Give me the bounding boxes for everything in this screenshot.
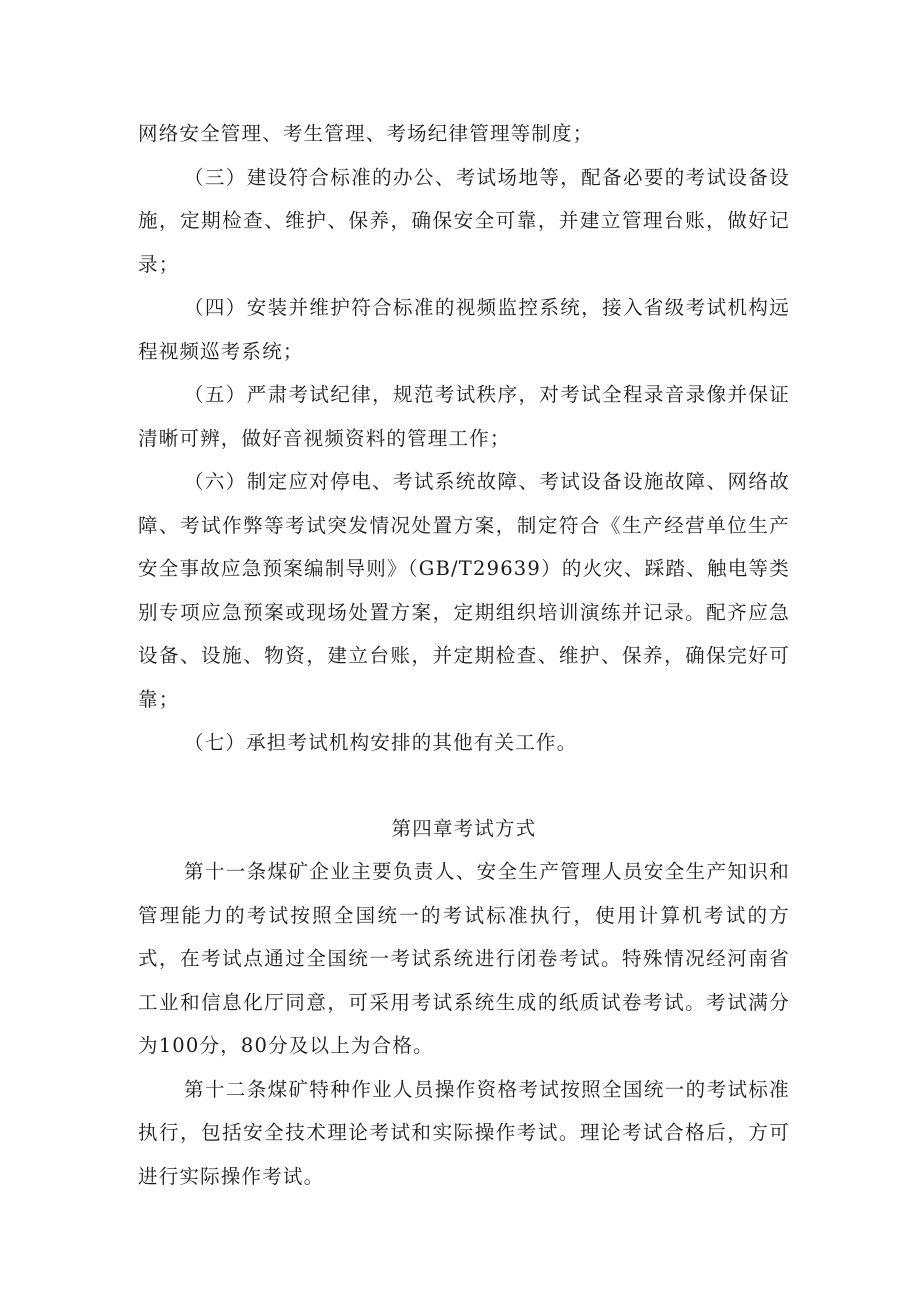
chapter-heading: 第四章考试方式 bbox=[391, 816, 537, 840]
paragraph-article-12: 第十二条煤矿特种作业人员操作资格考试按照全国统一的考试标准执行，包括安全技术理论考试和实际操作考试。理论考试合格后，方可进行实际操作考试。 bbox=[138, 1077, 790, 1188]
paragraph-item-5: （五）严肃考试纪律，规范考试秩序，对考试全程录音录像并保证清晰可辨，做好音视频资料的管理工作； bbox=[138, 383, 790, 450]
document-body bbox=[138, 112, 790, 1198]
paragraph-item-7: （七）承担考试机构安排的其他有关工作。 bbox=[184, 731, 578, 754]
paragraph-item-3: （三）建设符合标准的办公、考试场地等，配备必要的考试设备设施，定期检查、维护、保养，确保安全可靠，并建立管理台账，做好记录； bbox=[138, 165, 790, 276]
paragraph-item-4: （四）安装并维护符合标准的视频监控系统，接入省级考试机构远程视频巡考系统； bbox=[138, 296, 790, 363]
paragraph-item-6: （六）制定应对停电、考试系统故障、考试设备设施故障、网络故障、考试作弊等考试突发情况处置方案，制定符合《生产经营单位生产安全事故应急预案编制导则》（GB/T29639）的火灾、踩踏、触电等类别专项应急预案或现场处置方案，定期组织培训演练并记录。配齐应急设备、设施、物资，建立台账，并定期检查、维护、保养，确保完好可靠； bbox=[138, 470, 790, 711]
paragraph-network-security-continued: 网络安全管理、考生管理、考场纪律管理等制度； bbox=[138, 122, 594, 145]
paragraph-article-11: 第十一条煤矿企业主要负责人、安全生产管理人员安全生产知识和管理能力的考试按照全国统一的考试标准执行，使用计算机考试的方式，在考试点通过全国统一考试系统进行闭卷考试。特殊情况经河南省工业和信息化厅同意，可采用考试系统生成的纸质试卷考试。考试满分为100分，80分及以上为合格。 bbox=[138, 860, 790, 1057]
